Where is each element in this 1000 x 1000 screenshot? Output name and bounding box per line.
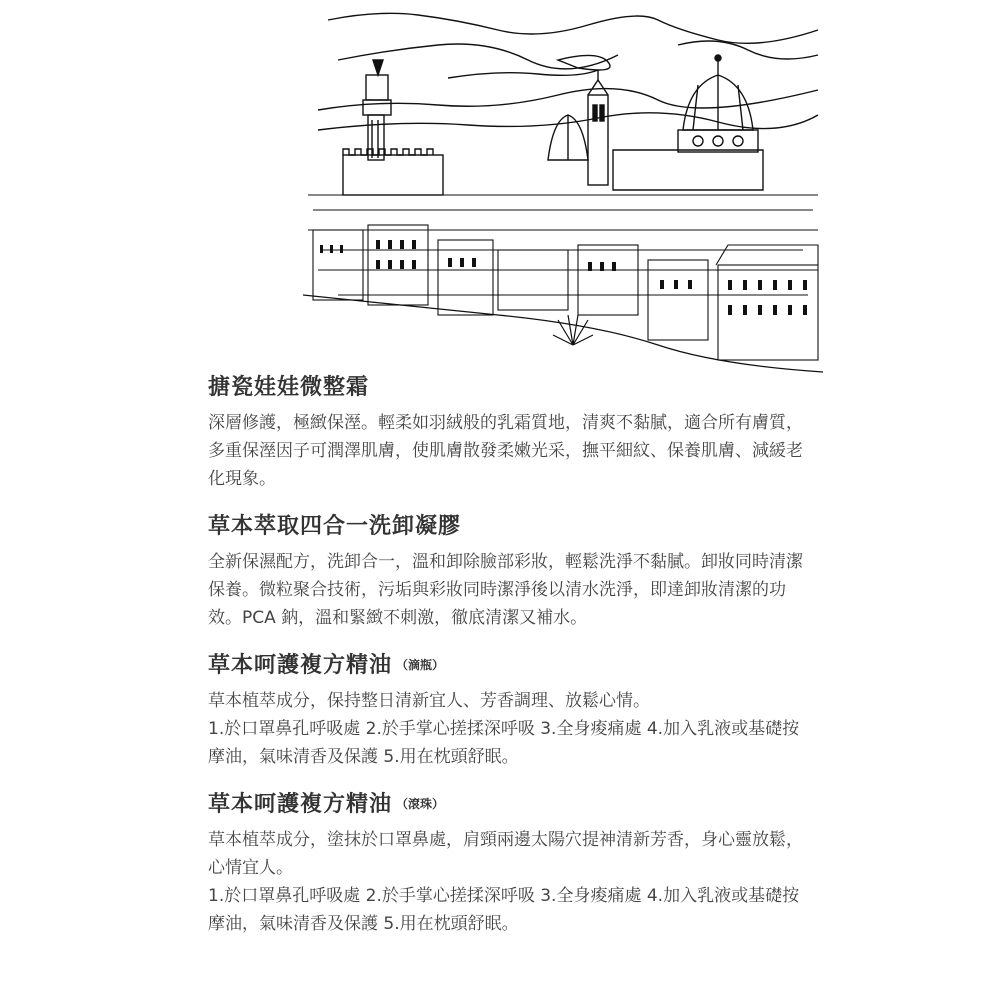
product-description: 深層修護，極緻保溼。輕柔如羽絨般的乳霜質地，清爽不黏膩，適合所有膚質，多重保溼因子可潤澤肌膚，使肌膚散發柔嫩光采，撫平細紋、保養肌膚、減緩老化現象。 bbox=[208, 413, 803, 489]
product-title bbox=[208, 372, 808, 403]
product-subtitle: （滴瓶） bbox=[396, 658, 445, 672]
product-title-text: 搪瓷娃娃微整霜 bbox=[208, 375, 370, 400]
product-description: 草本植萃成分，塗抹於口罩鼻處，肩頸兩邊太陽穴提神清新芳香，身心靈放鬆，心情宜人。 bbox=[208, 830, 803, 878]
product-title-text: 草本呵護複方精油 bbox=[208, 792, 393, 817]
product-descriptions bbox=[208, 372, 808, 956]
product-title bbox=[208, 789, 808, 820]
product-description: 草本植萃成分，保持整日清新宜人、芳香調理、放鬆心情。 bbox=[208, 691, 650, 711]
product-section-face-cream bbox=[208, 372, 808, 493]
product-title bbox=[208, 511, 808, 542]
product-usage: 1.於口罩鼻孔呼吸處 2.於手掌心搓揉深呼吸 3.全身痠痛處 4.加入乳液或基礎按摩油，氣味清香及保護 5.用在枕頭舒眠。 bbox=[208, 719, 800, 767]
florence-cityscape-sketch-icon bbox=[298, 0, 828, 385]
product-section-cleansing-gel bbox=[208, 511, 808, 632]
product-title bbox=[208, 650, 808, 681]
product-title-text: 草本萃取四合一洗卸凝膠 bbox=[208, 514, 462, 539]
product-section-essential-oil-roller bbox=[208, 789, 808, 938]
cityscape-illustration bbox=[298, 0, 828, 385]
product-description: 全新保濕配方，洗卸合一，溫和卸除臉部彩妝，輕鬆洗淨不黏膩。卸妝同時清潔保養。微粒聚合技術，污垢與彩妝同時潔淨後以清水洗淨，即達卸妝清潔的功效。PCA 鈉，溫和緊緻不刺激，徹底清潔又補水。 bbox=[208, 552, 803, 628]
product-subtitle: （滾珠） bbox=[396, 797, 445, 811]
product-usage: 1.於口罩鼻孔呼吸處 2.於手掌心搓揉深呼吸 3.全身痠痛處 4.加入乳液或基礎按摩油，氣味清香及保護 5.用在枕頭舒眠。 bbox=[208, 886, 800, 934]
product-section-essential-oil-dropper bbox=[208, 650, 808, 771]
product-title-text: 草本呵護複方精油 bbox=[208, 653, 393, 678]
